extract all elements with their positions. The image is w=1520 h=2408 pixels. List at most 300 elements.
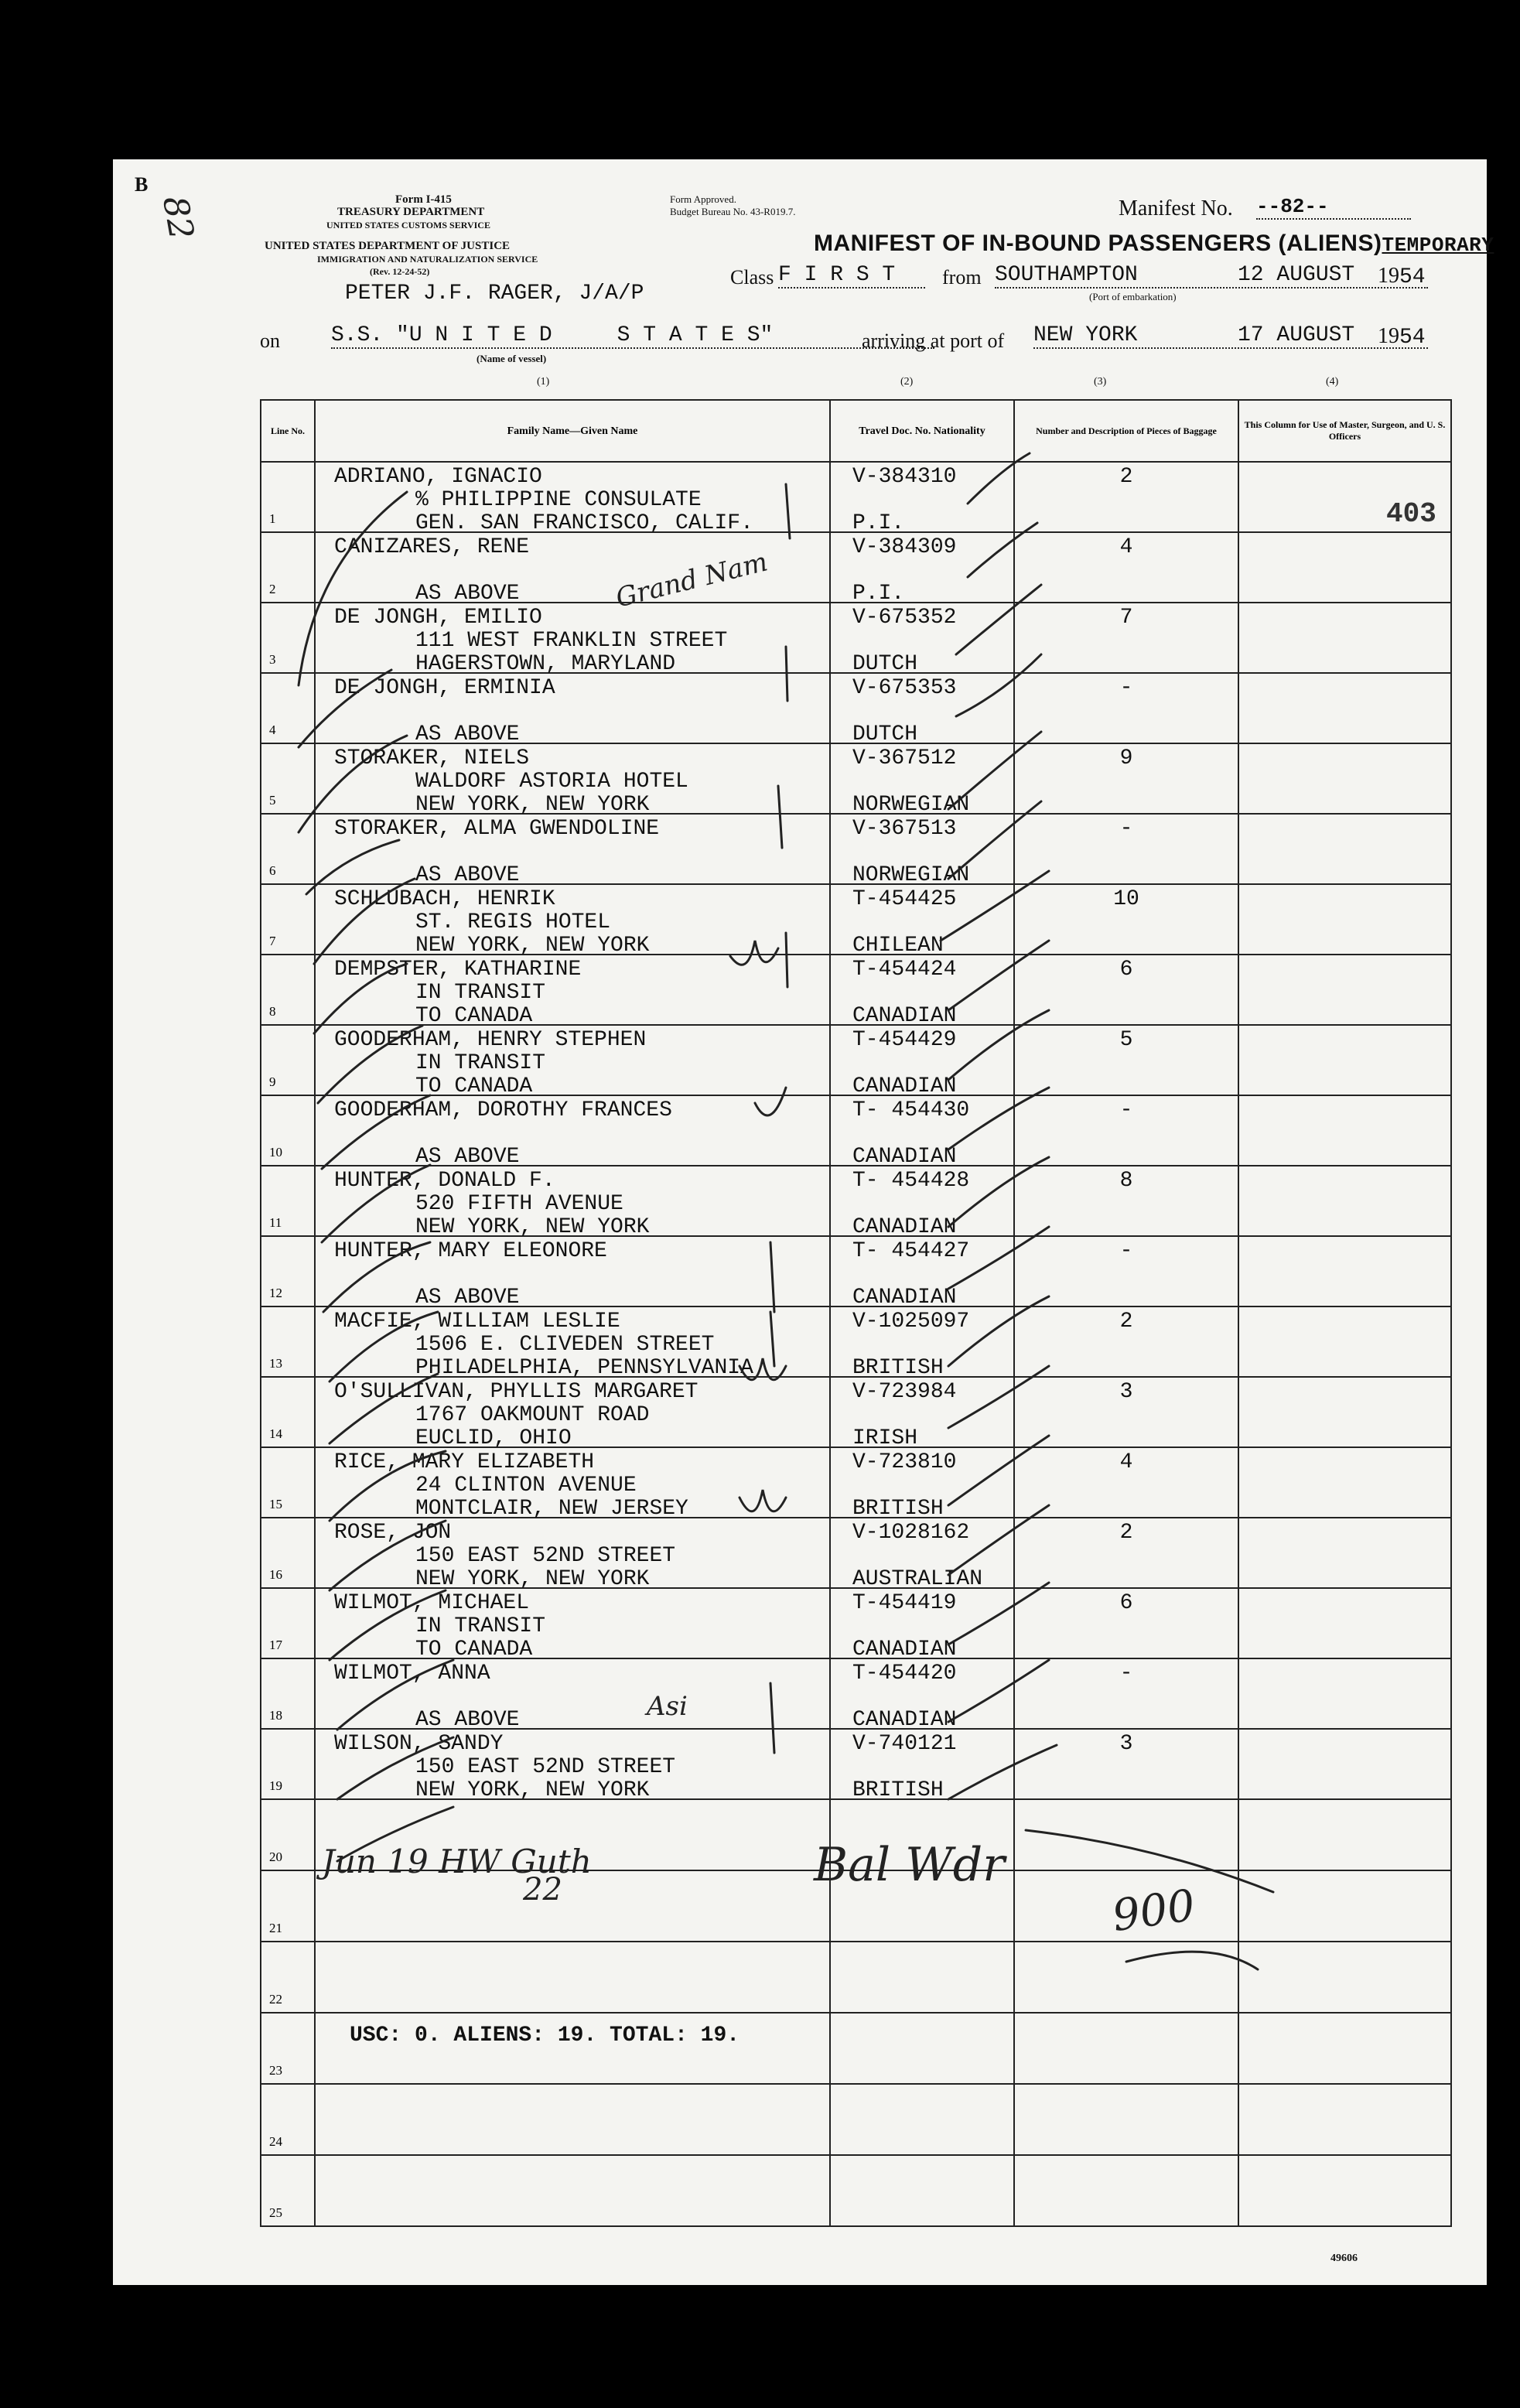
handwritten-note-grandnam: Grand Nam [613, 546, 771, 614]
line-number: 10 [269, 1145, 282, 1160]
from-label: from [942, 266, 982, 289]
doc-cell [830, 532, 1014, 606]
line-number-cell [261, 1658, 315, 1729]
line-number-cell [261, 1942, 315, 2013]
line-number-cell [261, 1588, 315, 1658]
travel-doc-number: V-367513 [852, 817, 957, 841]
form-revision: (Rev. 12-24-52) [370, 266, 430, 277]
line-number-cell [261, 462, 315, 532]
address-line-1: 1767 OAKMOUNT ROAD [415, 1403, 650, 1427]
baggage-cell [1014, 1095, 1238, 1166]
travel-doc-number: T-454419 [852, 1591, 957, 1615]
year-suffix: 54 [1399, 265, 1426, 289]
officers-cell [1238, 884, 1451, 955]
col-name: Family Name—Given Name [315, 400, 830, 462]
baggage-cell [1014, 1588, 1238, 1658]
nationality: NORWEGIAN [852, 793, 970, 817]
nationality: CANADIAN [852, 1004, 957, 1028]
agency-ins: IMMIGRATION AND NATURALIZATION SERVICE [317, 254, 538, 265]
address-line-1: 520 FIFTH AVENUE [415, 1192, 623, 1216]
doc-cell [830, 1236, 1014, 1310]
nationality: BRITISH [852, 1356, 944, 1380]
line-number: 22 [269, 1992, 282, 2007]
passenger-name: WILSON, SANDY [334, 1732, 504, 1756]
name-cell [315, 462, 830, 535]
name-block [334, 466, 753, 535]
name-block [334, 606, 727, 676]
name-block [334, 1381, 698, 1450]
line-number: 13 [269, 1356, 282, 1371]
address-line-1: % PHILIPPINE CONSULATE [415, 488, 702, 512]
form-approved: Form Approved. [670, 193, 736, 205]
address-line-1 [334, 1686, 519, 1709]
line-number-cell [261, 603, 315, 673]
line-number: 7 [269, 934, 276, 948]
port-caption: (Port of embarkation) [1089, 291, 1177, 302]
name-cell [315, 673, 830, 746]
class-value: F I R S T [778, 263, 925, 289]
line-number: 24 [269, 2134, 282, 2149]
table-row [261, 1306, 1451, 1377]
manifest-title [814, 231, 1494, 257]
name-cell [315, 1166, 830, 1239]
table-row [261, 1377, 1451, 1447]
passenger-name: WILMOT, ANNA [334, 1662, 490, 1686]
baggage-cell [1014, 1166, 1238, 1236]
passenger-name: CANIZARES, RENE [334, 535, 530, 559]
address-line-1: IN TRANSIT [415, 1614, 546, 1638]
name-block [334, 1662, 519, 1732]
name-block [334, 536, 529, 606]
address-line-1 [334, 700, 555, 723]
passenger-name: DEMPSTER, KATHARINE [334, 958, 582, 982]
column-number-1: (1) [537, 376, 550, 388]
nationality: CHILEAN [852, 934, 944, 958]
nationality: CANADIAN [852, 1215, 957, 1239]
address-line-2: TO CANADA [415, 1074, 533, 1098]
name-cell [315, 1095, 830, 1169]
line-number-cell [261, 1870, 315, 1942]
page-code: 49606 [1330, 2253, 1358, 2264]
doc-cell [830, 814, 1014, 887]
officers-cell [1238, 1025, 1451, 1095]
address-line-1: 1506 E. CLIVEDEN STREET [415, 1333, 715, 1357]
departure-year [1378, 263, 1426, 289]
travel-doc-number: T- 454430 [852, 1098, 970, 1122]
baggage-count: 4 [1119, 1450, 1133, 1474]
nationality: P.I. [852, 582, 905, 606]
baggage-cell [1014, 1658, 1238, 1729]
name-block [334, 1310, 753, 1380]
travel-doc-number: V-723984 [852, 1380, 957, 1404]
officers-cell [1238, 1870, 1451, 1942]
baggage-cell [1014, 1447, 1238, 1518]
name-block [334, 818, 659, 887]
travel-doc-number: V-1028162 [852, 1521, 970, 1545]
baggage-count: 7 [1119, 606, 1133, 630]
line-number-cell [261, 2013, 315, 2084]
travel-doc-number: V-675353 [852, 676, 957, 700]
name-cell [315, 1236, 830, 1310]
nationality: CANADIAN [852, 1145, 957, 1169]
baggage-cell [1014, 2013, 1238, 2084]
address-line-2: NEW YORK, NEW YORK [415, 1778, 650, 1802]
nationality: BRITISH [852, 1778, 944, 1802]
table-row [261, 1729, 1451, 1799]
address-line-2: AS ABOVE [415, 1286, 520, 1310]
doc-cell [830, 603, 1014, 676]
officers-cell [1238, 2084, 1451, 2155]
name-block [334, 1733, 675, 1802]
line-number: 18 [269, 1708, 282, 1723]
class-label: Class [730, 266, 774, 289]
baggage-cell [1014, 955, 1238, 1025]
baggage-count: 2 [1119, 465, 1133, 489]
table-row [261, 1095, 1451, 1166]
nationality: CANADIAN [852, 1286, 957, 1310]
name-cell [315, 1942, 830, 2013]
doc-cell [830, 462, 1014, 535]
baggage-count: 2 [1119, 1521, 1133, 1545]
table-row [261, 1518, 1451, 1588]
nationality: P.I. [852, 511, 905, 535]
line-number-cell [261, 1095, 315, 1166]
stamp-number: 403 [1386, 498, 1436, 530]
table-row [261, 462, 1451, 532]
baggage-cell [1014, 1942, 1238, 2013]
doc-cell [830, 1518, 1014, 1591]
name-cell [315, 1588, 830, 1662]
manifest-page [113, 159, 1494, 2285]
doc-cell [830, 673, 1014, 746]
officers-cell [1238, 1658, 1451, 1729]
name-cell [315, 2155, 830, 2226]
passenger-name: SCHLUBACH, HENRIK [334, 887, 555, 911]
passenger-name: GOODERHAM, DOROTHY FRANCES [334, 1098, 672, 1122]
line-number: 16 [269, 1567, 282, 1582]
manifest-label: Manifest No. [1119, 196, 1233, 220]
officers-cell [1238, 673, 1451, 743]
name-block [334, 1451, 688, 1521]
officers-cell [1238, 2013, 1451, 2084]
address-line-2: AS ABOVE [415, 1145, 520, 1169]
name-block [334, 1240, 607, 1310]
form-number: Form I-415 [395, 193, 452, 206]
baggage-cell [1014, 2155, 1238, 2226]
table-row [261, 814, 1451, 884]
line-number: 23 [269, 2063, 282, 2078]
line-number: 14 [269, 1426, 282, 1441]
passenger-name: RICE, MARY ELIZABETH [334, 1450, 595, 1474]
line-number: 1 [269, 511, 276, 526]
line-number: 2 [269, 582, 276, 596]
handwritten-note-line20-sub: 22 [523, 1872, 562, 1908]
officers-cell [1238, 743, 1451, 814]
baggage-cell [1014, 1025, 1238, 1095]
doc-cell [830, 1095, 1014, 1169]
address-line-1: 150 EAST 52ND STREET [415, 1544, 676, 1568]
baggage-count: 10 [1113, 887, 1139, 911]
passenger-name: DE JONGH, EMILIO [334, 606, 542, 630]
line-number: 21 [269, 1921, 282, 1935]
handwritten-note-bal: Bal Wdr [814, 1838, 1005, 1892]
col-doc: Travel Doc. No. Nationality [830, 400, 1014, 462]
name-block [334, 958, 581, 1028]
name-block [334, 1029, 646, 1098]
name-cell [315, 743, 830, 817]
line-number-cell [261, 1166, 315, 1236]
line-number-cell [261, 1729, 315, 1799]
year-prefix: 19 [1378, 264, 1399, 288]
address-line-2: TO CANADA [415, 1638, 533, 1662]
address-line-1: WALDORF ASTORIA HOTEL [415, 770, 688, 794]
table-row [261, 955, 1451, 1025]
travel-doc-number: V-384310 [852, 465, 957, 489]
line-number-cell [261, 955, 315, 1025]
line-number-cell [261, 884, 315, 955]
corner-letter: B [135, 173, 149, 196]
baggage-count: 2 [1119, 1310, 1133, 1334]
name-block [334, 888, 649, 958]
officers-cell [1238, 1518, 1451, 1588]
address-line-1 [334, 1122, 672, 1146]
address-line-2: GEN. SAN FRANCISCO, CALIF. [415, 511, 753, 535]
port-embarkation: SOUTHAMPTON [995, 263, 1428, 289]
officers-cell [1238, 1942, 1451, 2013]
name-cell [315, 1518, 830, 1591]
officers-cell [1238, 1306, 1451, 1377]
officers-cell [1238, 955, 1451, 1025]
doc-cell [830, 2155, 1014, 2226]
name-block [334, 1522, 675, 1591]
line-number: 19 [269, 1778, 282, 1793]
line-number-cell [261, 2155, 315, 2226]
doc-cell [830, 1306, 1014, 1380]
budget-bureau: Budget Bureau No. 43-R019.7. [670, 206, 796, 217]
line-number-cell [261, 1236, 315, 1306]
nationality: DUTCH [852, 652, 918, 676]
travel-doc-number: T-454420 [852, 1662, 957, 1686]
address-line-1: 111 WEST FRANKLIN STREET [415, 629, 728, 653]
passenger-name: DE JONGH, ERMINIA [334, 676, 555, 700]
table-row [261, 1658, 1451, 1729]
table-row [261, 1025, 1451, 1095]
on-label: on [260, 330, 280, 352]
line-number-cell [261, 1799, 315, 1870]
officers-cell [1238, 1166, 1451, 1236]
address-line-2: HAGERSTOWN, MARYLAND [415, 652, 676, 676]
doc-cell [830, 1729, 1014, 1802]
address-line-2: MONTCLAIR, NEW JERSEY [415, 1497, 688, 1521]
nationality: DUTCH [852, 722, 918, 746]
table-row [261, 1447, 1451, 1518]
passenger-name: ROSE, JON [334, 1521, 452, 1545]
handwritten-note-line20: Jun 19 HW Guth [322, 1843, 592, 1880]
handwritten-note-900: 900 [1108, 1880, 1198, 1942]
officers-cell [1238, 532, 1451, 603]
line-number-cell [261, 1518, 315, 1588]
handwritten-note-asi: Asi [647, 1691, 688, 1722]
departure-date: 12 AUGUST [1238, 263, 1355, 287]
travel-doc-number: V-384309 [852, 535, 957, 559]
table-row [261, 603, 1451, 673]
line-number-cell [261, 1447, 315, 1518]
table-row [261, 532, 1451, 603]
passenger-table [260, 399, 1452, 2227]
nationality: CANADIAN [852, 1638, 957, 1662]
line-number-cell [261, 743, 315, 814]
baggage-count: 5 [1119, 1028, 1133, 1052]
passenger-name: ADRIANO, IGNACIO [334, 465, 542, 489]
address-line-2: TO CANADA [415, 1004, 533, 1028]
passenger-name: GOODERHAM, HENRY STEPHEN [334, 1028, 647, 1052]
line-number: 5 [269, 793, 276, 808]
officers-cell [1238, 1377, 1451, 1447]
agency-treasury: TREASURY DEPARTMENT [337, 206, 485, 218]
address-line-1: 24 CLINTON AVENUE [415, 1474, 637, 1498]
vessel-caption: (Name of vessel) [476, 353, 547, 364]
baggage-cell [1014, 1729, 1238, 1799]
travel-doc-number: T-454425 [852, 887, 957, 911]
agency-customs: UNITED STATES CUSTOMS SERVICE [326, 220, 490, 231]
passenger-name: MACFIE, WILLIAM LESLIE [334, 1310, 620, 1334]
baggage-cell [1014, 532, 1238, 603]
travel-doc-number: V-367512 [852, 746, 957, 770]
line-number-cell [261, 1025, 315, 1095]
passenger-name: HUNTER, DONALD F. [334, 1169, 555, 1193]
address-line-2: AS ABOVE [415, 722, 520, 746]
line-number-cell [261, 532, 315, 603]
baggage-cell [1014, 884, 1238, 955]
address-line-2: NEW YORK, NEW YORK [415, 934, 650, 958]
doc-cell [830, 884, 1014, 958]
name-block [334, 747, 688, 817]
baggage-cell [1014, 1518, 1238, 1588]
table-row [261, 743, 1451, 814]
arrival-date: 17 AUGUST [1238, 323, 1355, 347]
doc-cell [830, 1025, 1014, 1098]
year-prefix: 19 [1378, 324, 1399, 348]
name-cell [315, 603, 830, 676]
baggage-count: - [1119, 1662, 1133, 1686]
travel-doc-number: V-740121 [852, 1732, 957, 1756]
line-number: 8 [269, 1004, 276, 1019]
baggage-cell [1014, 1236, 1238, 1306]
summary-line: USC: 0. ALIENS: 19. TOTAL: 19. [350, 2024, 740, 2048]
manifest-type: TEMPORARY [1382, 234, 1494, 257]
name-cell [315, 1870, 830, 1942]
address-line-1 [334, 1263, 607, 1286]
doc-cell [830, 1658, 1014, 1732]
address-line-1 [334, 559, 529, 582]
arriving-label: arriving at port of [862, 330, 1005, 352]
doc-cell [830, 1588, 1014, 1662]
line-number: 6 [269, 863, 276, 878]
passenger-name: STORAKER, NIELS [334, 746, 530, 770]
officers-cell [1238, 1447, 1451, 1518]
name-cell [315, 814, 830, 887]
line-number: 4 [269, 722, 276, 737]
passenger-name: STORAKER, ALMA GWENDOLINE [334, 817, 660, 841]
address-line-2: AS ABOVE [415, 1708, 520, 1732]
baggage-count: 6 [1119, 958, 1133, 982]
line-number: 11 [269, 1215, 282, 1230]
agency-justice: UNITED STATES DEPARTMENT OF JUSTICE [265, 240, 511, 252]
line-number-cell [261, 1377, 315, 1447]
table-header-row [261, 400, 1451, 462]
baggage-count: - [1119, 1098, 1133, 1122]
officers-cell [1238, 1236, 1451, 1306]
nationality: BRITISH [852, 1497, 944, 1521]
baggage-count: 6 [1119, 1591, 1133, 1615]
manifest-title-text: MANIFEST OF IN-BOUND PASSENGERS (ALIENS) [814, 231, 1382, 256]
baggage-cell [1014, 2084, 1238, 2155]
vessel-name: S.S. "U N I T E D S T A T E S" [331, 323, 934, 349]
baggage-count: 3 [1119, 1732, 1133, 1756]
table-row [261, 1588, 1451, 1658]
officers-cell [1238, 1095, 1451, 1166]
name-cell [315, 1658, 830, 1732]
travel-doc-number: V-723810 [852, 1450, 957, 1474]
name-cell [315, 884, 830, 958]
travel-doc-number: T-454429 [852, 1028, 957, 1052]
doc-cell [830, 1942, 1014, 2013]
doc-cell [830, 955, 1014, 1028]
address-line-2: AS ABOVE [415, 863, 520, 887]
doc-cell [830, 2084, 1014, 2155]
line-number: 25 [269, 2205, 282, 2220]
baggage-cell [1014, 603, 1238, 673]
officers-cell [1238, 2155, 1451, 2226]
address-line-2: EUCLID, OHIO [415, 1426, 572, 1450]
col-baggage: Number and Description of Pieces of Baggage [1014, 400, 1238, 462]
name-cell [315, 1025, 830, 1098]
doc-cell [830, 1377, 1014, 1450]
nationality: AUSTRALIAN [852, 1567, 983, 1591]
line-number-cell [261, 1306, 315, 1377]
baggage-count: - [1119, 1239, 1133, 1263]
doc-cell [830, 1166, 1014, 1239]
travel-doc-number: V-675352 [852, 606, 957, 630]
name-cell [315, 1377, 830, 1450]
baggage-count: 3 [1119, 1380, 1133, 1404]
baggage-cell [1014, 1306, 1238, 1377]
arrival-port: NEW YORK [1033, 323, 1428, 349]
nationality: NORWEGIAN [852, 863, 970, 887]
passenger-name: HUNTER, MARY ELEONORE [334, 1239, 607, 1263]
line-number-cell [261, 673, 315, 743]
address-line-2: PHILADELPHIA, PENNSYLVANIA [415, 1356, 753, 1380]
address-line-2: AS ABOVE [415, 582, 520, 606]
blank-row [261, 2155, 1451, 2226]
line-number: 9 [269, 1074, 276, 1089]
name-block [334, 1170, 649, 1239]
column-number-2: (2) [900, 376, 914, 388]
margin-handwriting: 82 [155, 193, 201, 243]
purser-name: PETER J.F. RAGER, J/A/P [345, 282, 644, 306]
col-officers: This Column for Use of Master, Surgeon, and U. S. Officers [1238, 400, 1451, 462]
name-cell [315, 1306, 830, 1380]
arrival-year [1378, 323, 1426, 350]
officers-cell [1238, 814, 1451, 884]
doc-cell [830, 1447, 1014, 1521]
address-line-2: NEW YORK, NEW YORK [415, 793, 650, 817]
travel-doc-number: T- 454428 [852, 1169, 970, 1193]
baggage-cell [1014, 1377, 1238, 1447]
travel-doc-number: V-1025097 [852, 1310, 970, 1334]
baggage-cell [1014, 743, 1238, 814]
name-cell [315, 2084, 830, 2155]
